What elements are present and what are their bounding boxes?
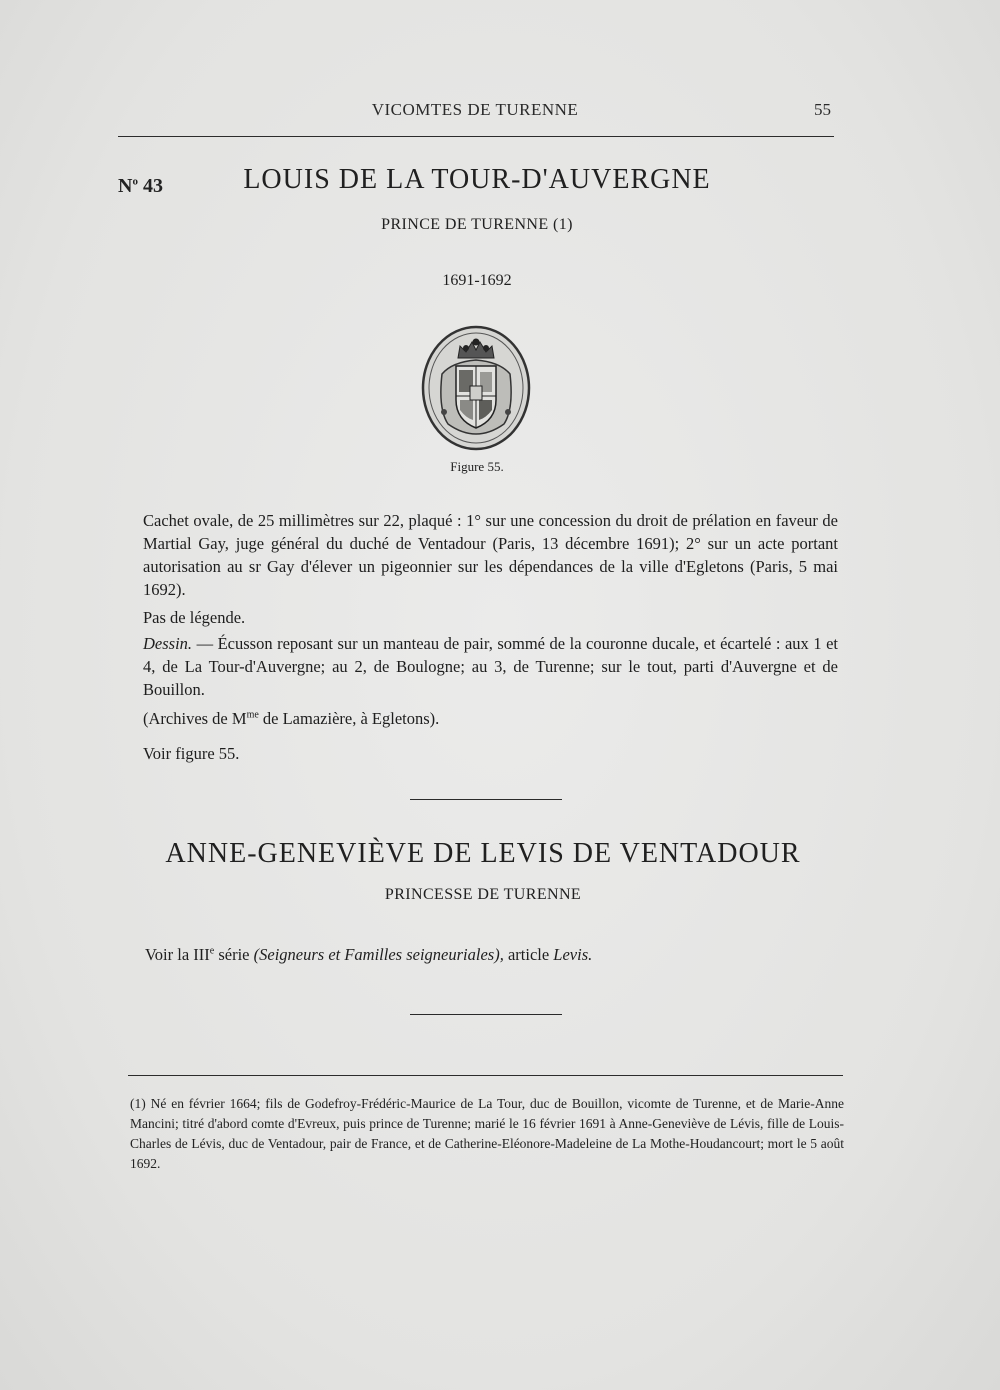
drawing-text: — Écusson reposant sur un manteau de pair, sommé de la couronne ducale, et écartelé : aux 1 et 4, de La Tour-d'Auvergne; au 2, de Boulogne; au 3, de Turenne; sur le tout, parti d'Auvergne et de Bouillon. xyxy=(143,634,838,699)
oval-seal-icon xyxy=(420,324,532,452)
archives-before: (Archives de M xyxy=(143,709,247,728)
running-head: VICOMTES DE TURENNE xyxy=(371,100,579,119)
entry-subtitle: PRINCE DE TURENNE (1) xyxy=(381,216,573,233)
archives-after: de Lamazière, à Egletons). xyxy=(258,709,440,728)
section-separator-2 xyxy=(410,1014,562,1015)
archives-sup: me xyxy=(246,709,259,721)
archives-note xyxy=(143,709,439,729)
see-also-reference xyxy=(145,945,592,965)
entry-dates: 1691-1692 xyxy=(442,272,512,289)
see-name: Levis. xyxy=(553,945,593,964)
page-number: 55 xyxy=(814,100,831,119)
section-separator xyxy=(410,799,562,800)
entry-number-value: 43 xyxy=(137,175,163,197)
header-rule xyxy=(118,136,834,137)
see-middle: série xyxy=(214,945,254,964)
see-figure: Voir figure 55. xyxy=(143,744,240,763)
see-italic: (Seigneurs et Familles seigneuriales), xyxy=(253,945,504,964)
see-article: article xyxy=(503,945,554,964)
drawing-label: Dessin. xyxy=(143,634,193,653)
legend-note: Pas de légende. xyxy=(143,608,246,627)
seal-description: Cachet ovale, de 25 millimètres sur 22, plaqué : 1° sur une concession du droit de prélation en faveur de Martial Gay, juge général du duché de Ventadour (Paris, 13 décembre 1691); 2° sur un acte portant autorisation au sr Gay d'élever un pigeonnier sur les dépendances de la ville d'Egletons (Paris, 5 mai 1692). xyxy=(143,511,838,599)
drawing-description xyxy=(143,632,838,701)
see-prefix: Voir la III xyxy=(145,945,210,964)
entry-title: LOUIS DE LA TOUR-D'AUVERGNE xyxy=(243,164,711,195)
footnote: (1) Né en février 1664; fils de Godefroy-Frédéric-Maurice de La Tour, duc de Bouillon, vicomte de Turenne, et de Marie-Anne Mancini; titré d'abord comte d'Evreux, puis prince de Turenne; marié le 16 février 1691 à Anne-Geneviève de Lévis, fille de Louis-Charles de Lévis, duc de Ventadour, pair de France, et de Catherine-Eléonore-Madeleine de La Mothe-Houdancourt; mort le 5 août 1692. xyxy=(130,1096,844,1171)
entry2-title: ANNE-GENEVIÈVE DE LEVIS DE VENTADOUR xyxy=(165,838,801,869)
footnote-rule xyxy=(128,1075,843,1076)
figure-caption: Figure 55. xyxy=(450,459,504,474)
entry-number-prefix: N xyxy=(118,175,133,197)
entry-number-sup: o xyxy=(132,175,138,188)
see-sup: e xyxy=(209,945,215,957)
entry2-subtitle: PRINCESSE DE TURENNE xyxy=(384,886,582,903)
